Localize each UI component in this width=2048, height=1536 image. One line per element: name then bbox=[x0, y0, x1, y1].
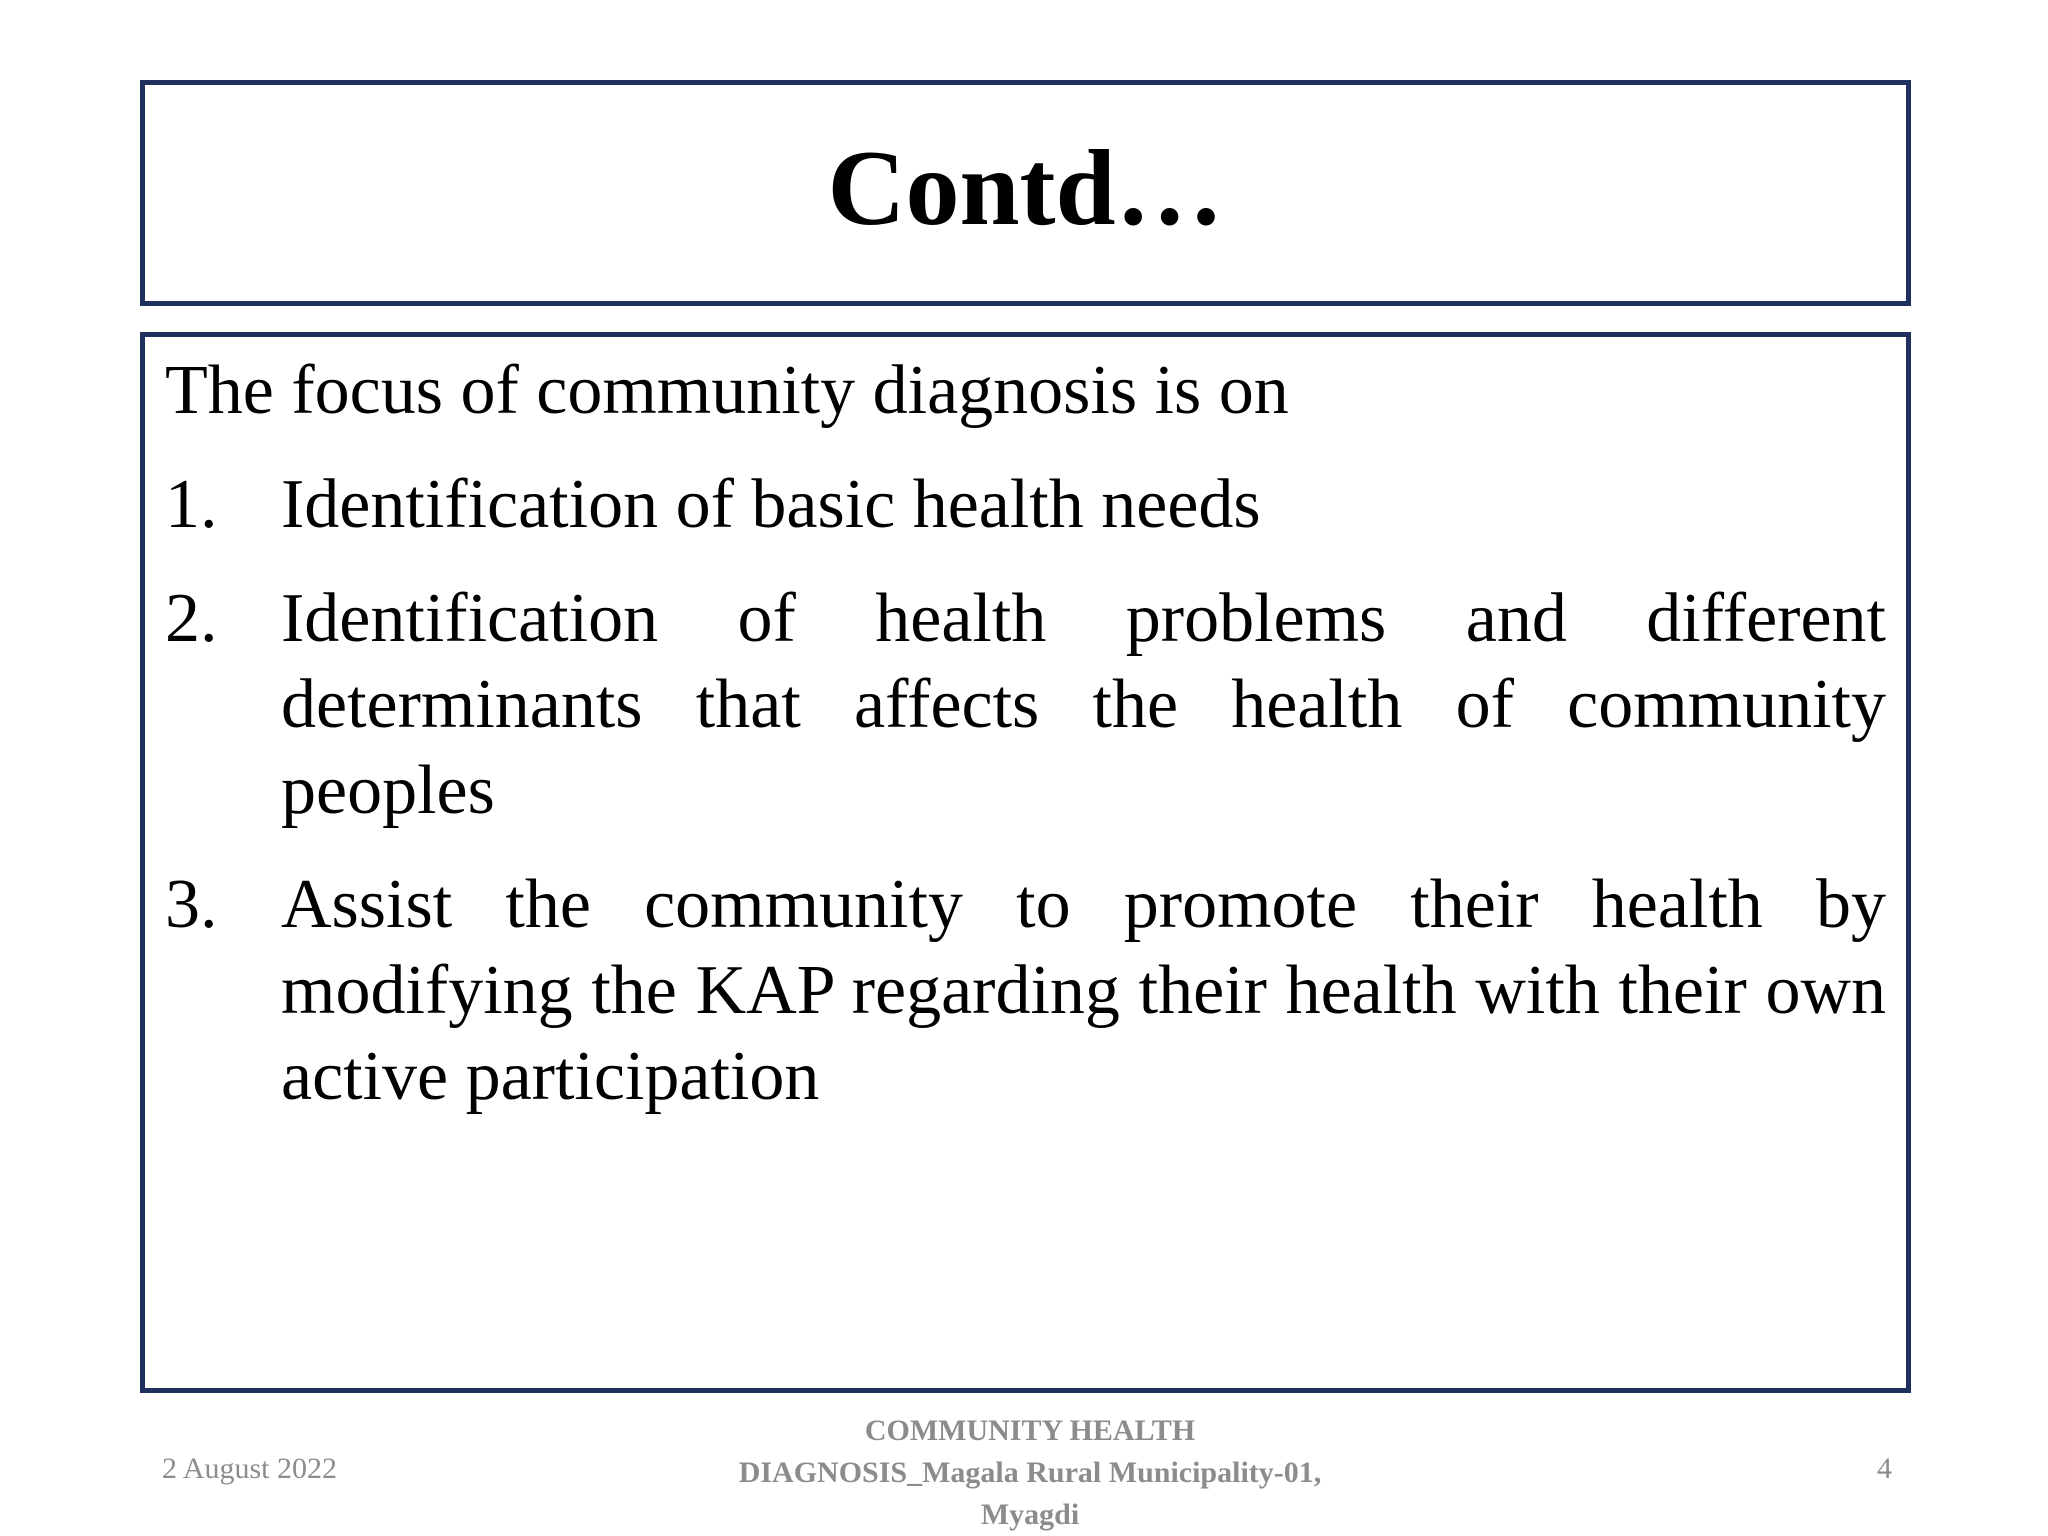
list-item-text: Assist the community to promote their health by modifying the KAP regarding their health with their own active participation bbox=[281, 866, 1886, 1115]
focus-list bbox=[165, 462, 1886, 1120]
footer-title bbox=[650, 1410, 1410, 1536]
footer-title-line: DIAGNOSIS_Magala Rural Municipality-01, bbox=[738, 1456, 1322, 1489]
list-item bbox=[165, 862, 1886, 1120]
list-item bbox=[165, 462, 1886, 548]
footer-title-line: COMMUNITY HEALTH bbox=[864, 1414, 1196, 1447]
list-item-text: Identification of basic health needs bbox=[281, 466, 1261, 543]
list-item-number: 3. bbox=[165, 866, 218, 943]
footer-date: 2 August 2022 bbox=[162, 1452, 338, 1485]
list-item bbox=[165, 576, 1886, 834]
list-item-number: 1. bbox=[165, 466, 218, 543]
footer-title-line: Myagdi bbox=[980, 1498, 1080, 1531]
page-number: 4 bbox=[1877, 1452, 1892, 1485]
title-box bbox=[140, 80, 1911, 306]
intro-text: The focus of community diagnosis is on bbox=[165, 352, 1289, 429]
slide-title: Contd… bbox=[827, 129, 1224, 248]
list-item-number: 2. bbox=[165, 580, 218, 657]
list-item-text: Identification of health problems and different determinants that affects the health of community peoples bbox=[281, 580, 1886, 829]
content-box bbox=[140, 332, 1911, 1393]
